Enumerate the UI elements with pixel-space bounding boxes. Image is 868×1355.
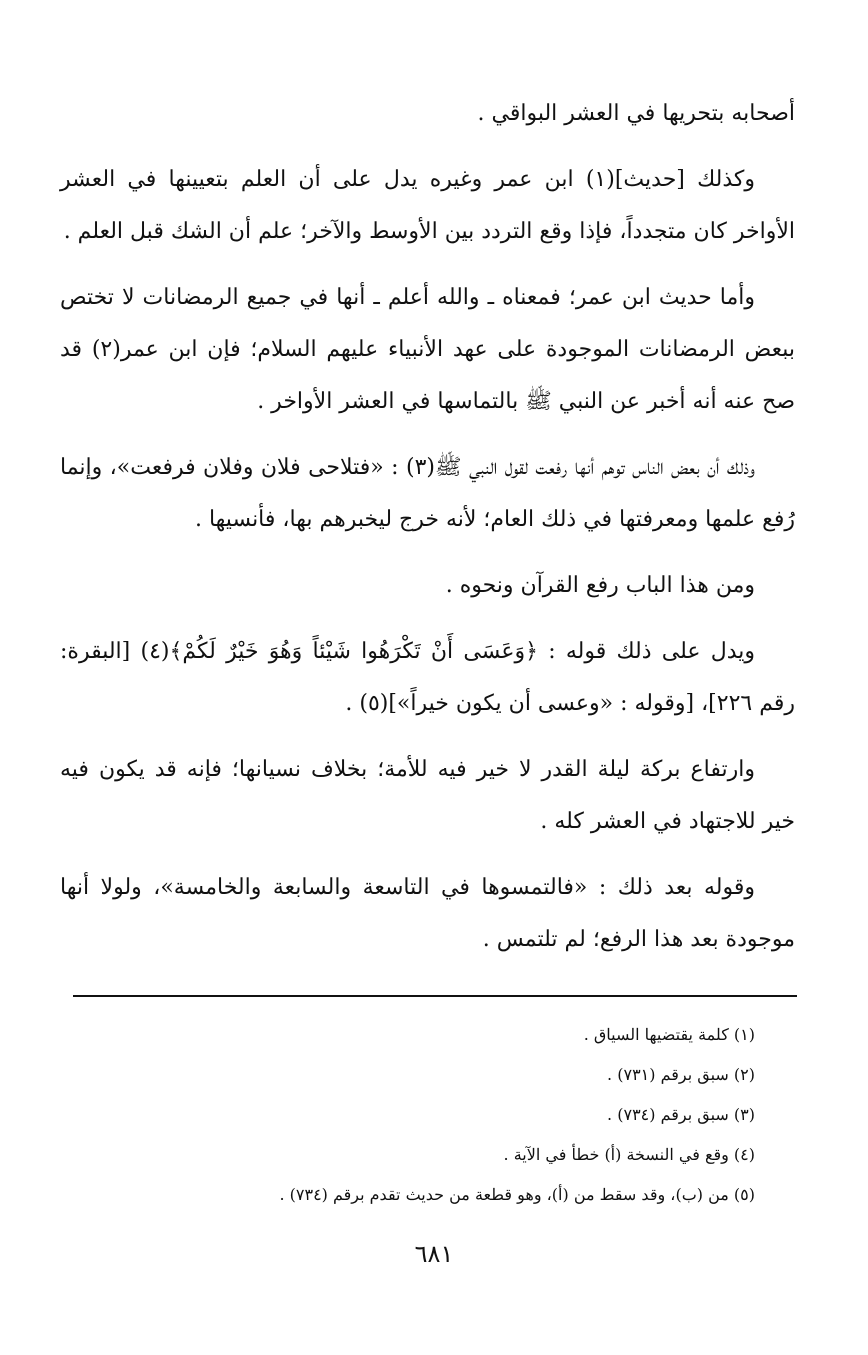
footnote-3: (٣) سبق برقم (٧٣٤) . bbox=[607, 1105, 755, 1124]
paragraph: وذلك أن بعض الناس توهم أنها رفعت لقول النبي ﷺ(٣) : «فتلاحى فلان وفلان فرفعت»، وإنما رُفع علمها ومعرفتها في ذلك العام؛ لأنه خرج ليخبرهم بها، فأنسيها . bbox=[60, 455, 795, 532]
main-text bbox=[60, 88, 795, 966]
footnote-4: (٤) وقع في النسخة (أ) خطأ في الآية . bbox=[503, 1145, 755, 1164]
paragraph-quran-citation: ويدل على ذلك قوله : ﴿وَعَسَى أَنْ تَكْرَهُوا شَيْئاً وَهُوَ خَيْرٌ لَكُمْ﴾(٤) [البقرة: رقم ٢٢٦]، [وقوله : «وعسى أن يكون خيراً»](٥) . bbox=[60, 639, 795, 716]
footnote-divider bbox=[73, 995, 797, 997]
paragraph: وارتفاع بركة ليلة القدر لا خير فيه للأمة؛ بخلاف نسيانها؛ فإنه قد يكون فيه خير للاجتهاد في العشر كله . bbox=[60, 757, 795, 834]
paragraph: وقوله بعد ذلك : «فالتمسوها في التاسعة والسابعة والخامسة»، ولولا أنها موجودة بعد هذا الرفع؛ لم تلتمس . bbox=[60, 875, 795, 952]
footnote-1: (١) كلمة يقتضيها السياق . bbox=[583, 1025, 755, 1044]
page-number: ٦٨١ bbox=[414, 1240, 454, 1268]
paragraph-continuation: أصحابه بتحريها في العشر البواقي . bbox=[477, 101, 795, 126]
paragraph: ومن هذا الباب رفع القرآن ونحوه . bbox=[445, 573, 755, 598]
footnote-2: (٢) سبق برقم (٧٣١) . bbox=[607, 1065, 755, 1084]
footnotes bbox=[60, 1015, 755, 1215]
paragraph: وأما حديث ابن عمر؛ فمعناه ـ والله أعلم ـ أنها في جميع الرمضانات لا تختص ببعض الرمضانات الموجودة على عهد الأنبياء عليهم السلام؛ فإن ابن عمر(٢) قد صح عنه أنه أخبر عن النبي ﷺ بالتماسها في العشر الأواخر . bbox=[60, 285, 795, 414]
paragraph: وكذلك [حديث](١) ابن عمر وغيره يدل على أن العلم بتعيينها في العشر الأواخر كان متجدداً، فإذا وقع التردد بين الأوسط والآخر؛ علم أن الشك قبل العلم . bbox=[60, 167, 795, 244]
footnote-5: (٥) من (ب)، وقد سقط من (أ)، وهو قطعة من حديث تقدم برقم (٧٣٤) . bbox=[279, 1185, 755, 1204]
